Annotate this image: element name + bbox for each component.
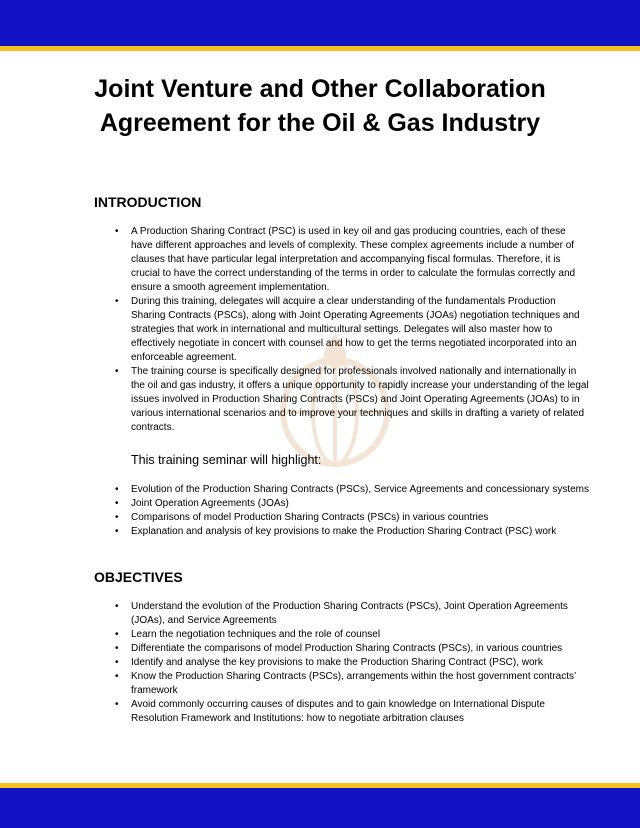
list-item: • Explanation and analysis of key provisions to make the Production Sharing Contract (PSC) work bbox=[94, 525, 590, 539]
objectives-list bbox=[94, 600, 590, 726]
introduction-list bbox=[94, 225, 590, 435]
objectives-heading: OBJECTIVES bbox=[94, 569, 183, 585]
highlights-list bbox=[94, 483, 590, 539]
list-item: • During this training, delegates will acquire a clear understanding of the fundamentals Production Sharing Contracts (PSCs), along with Joint Operating Agreements (JOAs) negotiation techniques and strategies that work in international and multicultural settings. Delegates will also master how to effectively negotiate in concert with counsel and how to get the terms negotiated incorporated into an enforceable agreement. bbox=[94, 295, 590, 365]
introduction-heading: INTRODUCTION bbox=[94, 194, 202, 210]
list-item: • Identify and analyse the key provisions to make the Production Sharing Contract (PSC), work bbox=[94, 656, 590, 670]
list-item: • Joint Operation Agreements (JOAs) bbox=[94, 497, 590, 511]
list-item: • Differentiate the comparisons of model Production Sharing Contracts (PSCs), in various countries bbox=[94, 642, 590, 656]
list-item: • Evolution of the Production Sharing Contracts (PSCs), Service Agreements and concessionary systems bbox=[94, 483, 590, 497]
list-item: • Understand the evolution of the Production Sharing Contracts (PSCs), Joint Operation Agreements (JOAs), and Service Agreements bbox=[94, 600, 590, 628]
highlight-intro: This training seminar will highlight: bbox=[131, 453, 322, 467]
list-item: • The training course is specifically designed for professionals involved nationally and internationally in the oil and gas industry, it offers a unique opportunity to rapidly increase your understanding of the legal issues involved in Production Sharing Contracts (PSCs) and Joint Operating Agreements (JOAs) to in various international scenarios and to improve your techniques and skills in drafting a variety of related contracts. bbox=[94, 365, 590, 435]
list-item: • Avoid commonly occurring causes of disputes and to gain knowledge on International Dispute Resolution Framework and Institutions: how to negotiate arbitration clauses bbox=[94, 698, 590, 726]
list-item: • Comparisons of model Production Sharing Contracts (PSCs) in various countries bbox=[94, 511, 590, 525]
header-band bbox=[0, 0, 640, 51]
footer-band bbox=[0, 783, 640, 828]
title-line-1: Joint Venture and Other Collaboration bbox=[94, 75, 546, 103]
title-line-2: Agreement for the Oil & Gas Industry bbox=[99, 109, 541, 137]
list-item: • A Production Sharing Contract (PSC) is used in key oil and gas producing countries, each of these have different approaches and levels of complexity. These complex agreements include a number of clauses that have particular legal interpretation and accompanying fiscal formulas. Therefore, it is crucial to have the correct understanding of the terms in order to calculate the formulas correctly and ensure a smooth agreement implementation. bbox=[94, 225, 590, 295]
document-title bbox=[40, 72, 600, 140]
list-item: • Know the Production Sharing Contracts (PSCs), arrangements within the host government contracts’ framework bbox=[94, 670, 590, 698]
list-item: • Learn the negotiation techniques and the role of counsel bbox=[94, 628, 590, 642]
